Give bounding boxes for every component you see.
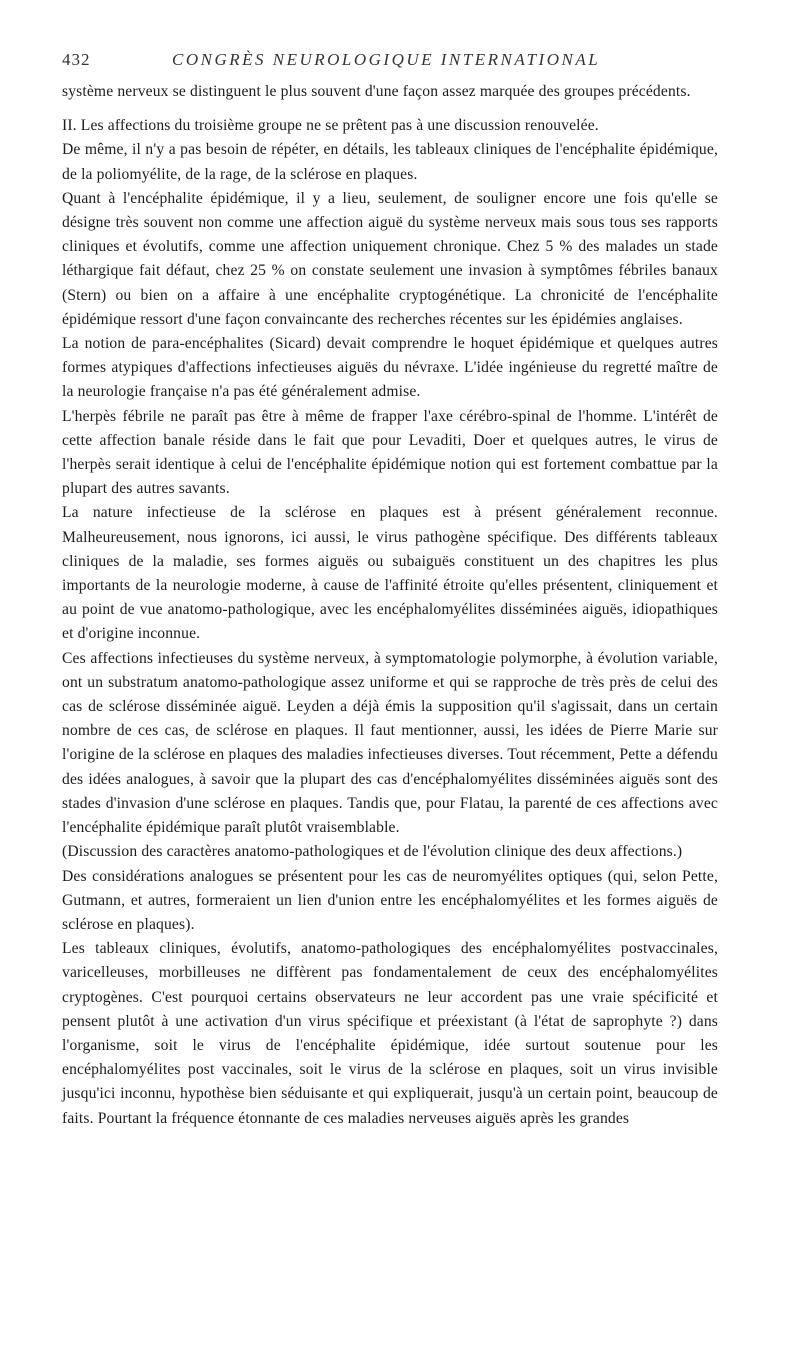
page-number: 432 bbox=[62, 50, 91, 69]
paragraph-9: (Discussion des caractères anatomo-pathologiques et de l'évolution clinique des deux affections.) bbox=[62, 843, 683, 861]
paragraph-7: La nature infectieuse de la sclérose en plaques est à présent généralement reconnue. Malheureusement, nous ignorons, ici aussi, le virus pathogène spécifique. Des différents tableaux cliniques de la maladie, ses formes aiguës ou subaiguës constituent un des chapitres les plus importants de la neurologie moderne, à cause de l'affinité étroite qu'elles présentent, cliniquement et au point de vue anatomo-pathologique, avec les encéphalomyélites disséminées aiguës, idiopathiques et d'origine inconnue. bbox=[62, 504, 718, 643]
paragraph-10: Des considérations analogues se présentent pour les cas de neuromyélites optiques (qui, selon Pette, Gutmann, et autres, formeraient un lien d'union entre les encéphalomyélites et les formes aiguës de sclérose en plaques). bbox=[62, 867, 718, 933]
paragraph-8: Ces affections infectieuses du système nerveux, à symptomatologie polymorphe, à évolution variable, ont un substratum anatomo-pathologique assez uniforme et qui se rapproche de très près de celui des cas de sclérose disséminée aiguë. Leyden a déjà émis la supposition qu'il s'agissait, dans un certain nombre de ces cas, de sclérose en plaques. Il faut mentionner, aussi, les idées de Pierre Marie sur l'origine de la sclérose en plaques des maladies infectieuses diverses. Tout récemment, Pette a défendu des idées analogues, à savoir que la plupart des cas d'encéphalomyélites disséminées aiguës sont des stades d'invasion d'une sclérose en plaques. Tandis que, pour Flatau, la parenté de ces affections avec l'encéphalite épidémique paraît plutôt vraisemblable. bbox=[62, 649, 718, 837]
paragraph-6: L'herpès fébrile ne paraît pas être à même de frapper l'axe cérébro-spinal de l'homme. L'intérêt de cette affection banale réside dans le fait que pour Levaditi, Doer et quelques autres, le virus de l'herpès serait identique à celui de l'encéphalite épidémique notion qui est fortement combattue par la plupart des autres savants. bbox=[62, 407, 718, 498]
paragraph-2: II. Les affections du troisième groupe ne se prêtent pas à une discussion renouvelée. bbox=[62, 117, 599, 135]
running-title: CONGRÈS NEUROLOGIQUE INTERNATIONAL bbox=[172, 50, 601, 69]
paragraph-4: Quant à l'encéphalite épidémique, il y a lieu, seulement, de souligner encore une fois qu'elle se désigne très souvent non comme une affection aiguë du système nerveux mais sous tous ses rapports cliniques et évolutifs, comme une affection uniquement chronique. Chez 5 % des malades un stade léthargique fait défaut, chez 25 % on constate seulement une invasion à symptômes fébriles banaux (Stern) ou bien on a affaire à une encéphalite cryptogénétique. La chronicité de l'encéphalite épidémique ressort d'une façon convaincante des recherches récentes sur les épidémies anglaises. bbox=[62, 189, 718, 328]
paragraph-5: La notion de para-encéphalites (Sicard) devait comprendre le hoquet épidémique et quelques autres formes atypiques d'affections infectieuses aiguës du névraxe. L'idée ingénieuse du regretté maître de la neurologie française n'a pas été généralement admise. bbox=[62, 335, 718, 401]
paragraph-3: De même, il n'y a pas besoin de répéter, en détails, les tableaux cliniques de l'encéphalite épidémique, de la poliomyélite, de la rage, de la sclérose en plaques. bbox=[62, 141, 718, 183]
body-text bbox=[62, 80, 718, 1131]
paragraph-1: système nerveux se distinguent le plus souvent d'une façon assez marquée des groupes précédents. bbox=[62, 83, 691, 100]
paragraph-11: Les tableaux cliniques, évolutifs, anatomo-pathologiques des encéphalomyélites postvaccinales, varicelleuses, morbilleuses ne diffèrent pas fondamentalement de ceux des encéphalomyélites cryptogènes. C'est pourquoi certains observateurs ne leur accordent pas une vraie spécificité et pensent plutôt à une activation d'un virus spécifique et préexistant (à l'état de saprophyte ?) dans l'organisme, soit le virus de l'encéphalite épidémique, idée surtout soutenue pour les encéphalomyélites post vaccinales, soit le virus de la sclérose en plaques, soit un virus invisible jusqu'ici inconnu, hypothèse bien séduisante et qui expliquerait, jusqu'à un certain point, beaucoup de faits. Pourtant la fréquence étonnante de ces maladies nerveuses aiguës après les grandes bbox=[62, 940, 718, 1127]
